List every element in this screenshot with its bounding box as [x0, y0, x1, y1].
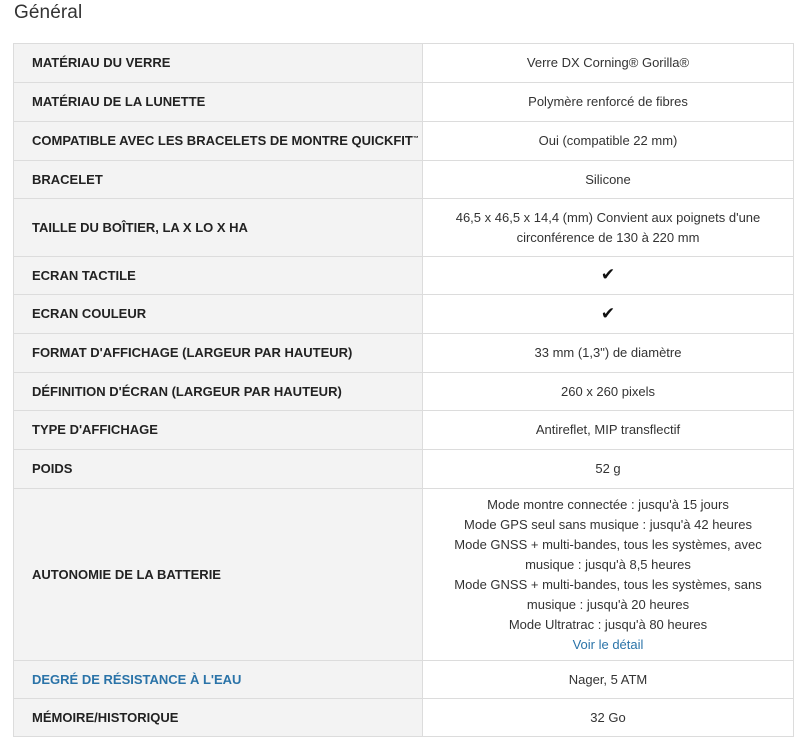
spec-label: ECRAN TACTILE: [14, 257, 423, 295]
spec-value: [423, 257, 794, 295]
spec-label: FORMAT D'AFFICHAGE (LARGEUR PAR HAUTEUR): [14, 334, 423, 373]
spec-value: Nager, 5 ATM: [423, 661, 794, 699]
spec-row-battery: [14, 489, 794, 661]
spec-label: AUTONOMIE DE LA BATTERIE: [14, 489, 423, 661]
spec-row-bezel: [14, 83, 794, 122]
specs-table: [13, 43, 794, 737]
spec-row-resolution: [14, 373, 794, 411]
value-line: Mode GNSS + multi-bandes, tous les systèmes, sans: [454, 576, 762, 592]
spec-row-weight: [14, 450, 794, 489]
spec-value: [423, 199, 794, 257]
value-line: Mode GPS seul sans musique : jusqu'à 42 heures: [464, 516, 752, 532]
spec-label: TAILLE DU BOÎTIER, LA X LO X HA: [14, 199, 423, 257]
spec-value: [423, 489, 794, 661]
value-line: Mode GNSS + multi-bandes, tous les systèmes, avec: [454, 536, 762, 552]
see-details-link[interactable]: Voir le détail: [572, 636, 644, 652]
value-line: 46,5 x 46,5 x 14,4 (mm) Convient aux poignets d'une: [455, 209, 761, 225]
spec-value: 52 g: [423, 450, 794, 489]
spec-row-quickfit: [14, 122, 794, 161]
spec-value: Verre DX Corning® Gorilla®: [423, 44, 794, 83]
spec-label: MATÉRIAU DU VERRE: [14, 44, 423, 83]
spec-label: BRACELET: [14, 161, 423, 199]
spec-label: POIDS: [14, 450, 423, 489]
trademark-sup: ™: [412, 136, 419, 142]
spec-label: COMPATIBLE AVEC LES BRACELETS DE MONTRE QUICKFIT: [32, 133, 413, 148]
spec-value: Oui (compatible 22 mm): [423, 122, 794, 161]
value-line: musique : jusqu'à 8,5 heures: [525, 556, 691, 572]
spec-label: MÉMOIRE/HISTORIQUE: [14, 699, 423, 737]
spec-row-memory: [14, 699, 794, 737]
spec-value: Silicone: [423, 161, 794, 199]
spec-row-case-size: [14, 199, 794, 257]
checkmark-icon: ✔: [600, 265, 616, 284]
water-rating-link[interactable]: DEGRÉ DE RÉSISTANCE À L'EAU: [32, 671, 242, 687]
spec-row-glass: [14, 44, 794, 83]
spec-row-display-type: [14, 411, 794, 450]
spec-row-touchscreen: [14, 257, 794, 295]
spec-value: Antireflet, MIP transflectif: [423, 411, 794, 450]
spec-label: MATÉRIAU DE LA LUNETTE: [14, 83, 423, 122]
spec-value: 33 mm (1,3") de diamètre: [423, 334, 794, 373]
spec-label: DÉFINITION D'ÉCRAN (LARGEUR PAR HAUTEUR): [14, 373, 423, 411]
spec-value: [423, 295, 794, 334]
spec-row-display-size: [14, 334, 794, 373]
value-line: musique : jusqu'à 20 heures: [526, 596, 690, 612]
spec-value: 32 Go: [423, 699, 794, 737]
spec-row-band: [14, 161, 794, 199]
value-line: Mode montre connectée : jusqu'à 15 jours: [487, 496, 729, 512]
spec-row-water-rating: [14, 661, 794, 699]
checkmark-icon: ✔: [600, 303, 616, 323]
spec-value: 260 x 260 pixels: [423, 373, 794, 411]
value-line: circonférence de 130 à 220 mm: [516, 229, 700, 245]
spec-label-cell: [14, 122, 423, 161]
spec-row-color-display: [14, 295, 794, 334]
section-title: Général: [14, 2, 83, 23]
spec-label: ECRAN COULEUR: [14, 295, 423, 334]
spec-value: Polymère renforcé de fibres: [423, 83, 794, 122]
spec-label-cell: [14, 661, 423, 699]
spec-label: TYPE D'AFFICHAGE: [14, 411, 423, 450]
value-line: Mode Ultratrac : jusqu'à 80 heures: [508, 616, 708, 632]
